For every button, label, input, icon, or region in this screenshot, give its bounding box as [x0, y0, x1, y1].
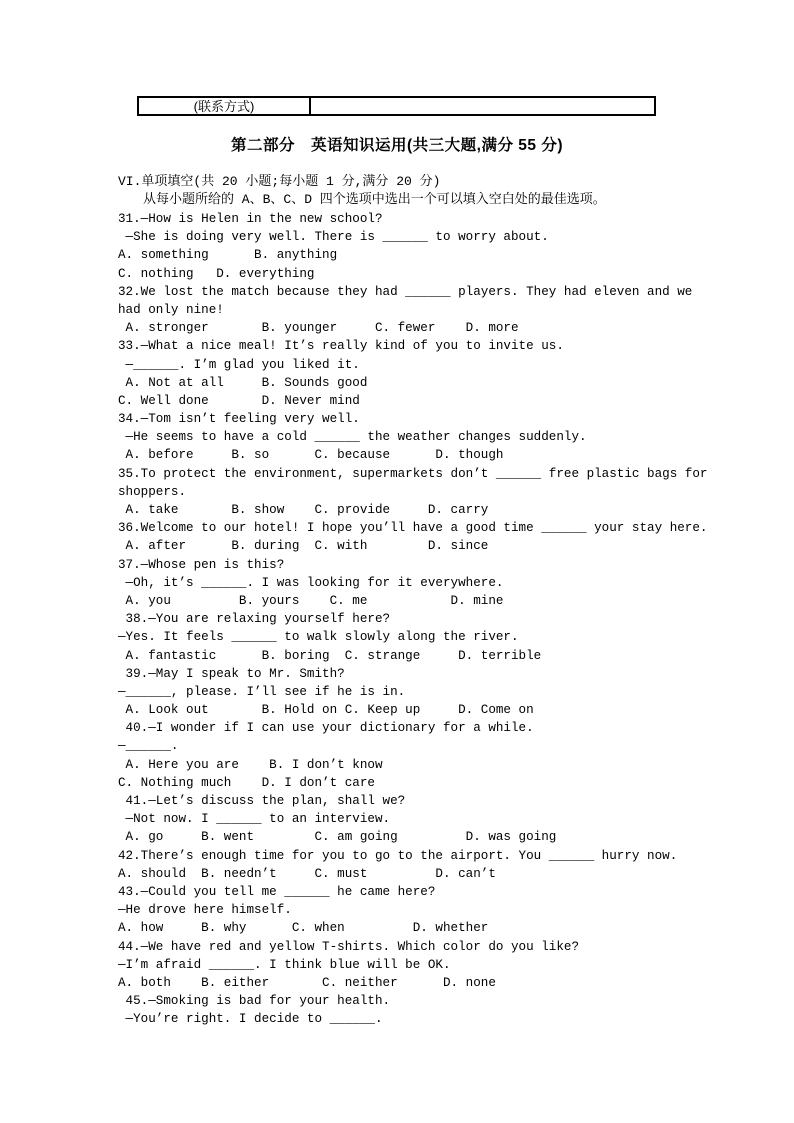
- exam-text-line: A. Not at all B. Sounds good: [118, 375, 368, 390]
- exam-text-line: A. after B. during C. with D. since: [118, 539, 489, 554]
- contact-info-table: [137, 96, 656, 116]
- exam-text-line: C. Well done D. Never mind: [118, 393, 360, 408]
- contact-label-cell: (联系方式): [139, 98, 311, 114]
- exam-text-line: 36.Welcome to our hotel! I hope you’ll have a good time ______ your stay here.: [118, 521, 708, 536]
- exam-text-line: A. go B. went C. am going D. was going: [118, 830, 557, 845]
- exam-text-line: —You’re right. I decide to ______.: [118, 1012, 383, 1027]
- part-vi-instruction: 从每小题所给的 A、B、C、D 四个选项中选出一个可以填入空白处的最佳选项。: [143, 192, 606, 207]
- exam-text-line: A. both B. either C. neither D. none: [118, 975, 496, 990]
- exam-text-line: —______, please. I’ll see if he is in.: [118, 684, 406, 699]
- exam-text-line: shoppers.: [118, 484, 187, 499]
- exam-text-line: —He drove here himself.: [118, 903, 292, 918]
- exam-text-line: A. Here you are B. I don’t know: [118, 757, 383, 772]
- exam-text-line: —Yes. It feels ______ to walk slowly along the river.: [118, 630, 519, 645]
- exam-text-line: 33.—What a nice meal! It’s really kind of you to invite us.: [118, 339, 564, 354]
- exam-text-line: —She is doing very well. There is ______ to worry about.: [118, 230, 549, 245]
- exam-text-line: 32.We lost the match because they had ______ players. They had eleven and we: [118, 284, 693, 299]
- exam-text-line: 41.—Let’s discuss the plan, shall we?: [118, 794, 406, 808]
- exam-text-line: 39.—May I speak to Mr. Smith?: [118, 666, 345, 681]
- exam-text-line: A. you B. yours C. me D. mine: [118, 593, 504, 608]
- exam-text-line: A. something B. anything: [118, 248, 338, 263]
- exam-text-line: —______. I’m glad you liked it.: [118, 357, 360, 372]
- exam-text-line: C. nothing D. everything: [118, 266, 315, 281]
- exam-text-line: 38.—You are relaxing yourself here?: [118, 612, 391, 627]
- exam-text-line: A. before B. so C. because D. though: [118, 448, 504, 463]
- exam-text-line: —Not now. I ______ to an interview.: [118, 812, 391, 827]
- exam-text-line: 31.—How is Helen in the new school?: [118, 212, 383, 226]
- exam-text-line: A. fantastic B. boring C. strange D. terrible: [118, 648, 542, 663]
- exam-text-line: —I’m afraid ______. I think blue will be OK.: [118, 957, 451, 972]
- section-title: 第二部分 英语知识运用(共三大题,满分 55 分): [231, 137, 563, 154]
- part-vi-heading: VI.单项填空(共 20 小题;每小题 1 分,满分 20 分): [118, 174, 441, 189]
- exam-text-line: A. how B. why C. when D. whether: [118, 921, 489, 936]
- exam-text-line: 44.—We have red and yellow T-shirts. Which color do you like?: [118, 939, 580, 954]
- exam-text-line: had only nine!: [118, 302, 224, 317]
- exam-text-line: —Oh, it’s ______. I was looking for it everywhere.: [118, 575, 504, 590]
- exam-text-line: 43.—Could you tell me ______ he came here?: [118, 884, 436, 899]
- exam-text-line: 42.There’s enough time for you to go to the airport. You ______ hurry now.: [118, 848, 678, 863]
- exam-text-line: 35.To protect the environment, supermarkets don’t ______ free plastic bags for: [118, 466, 708, 481]
- exam-text-line: —He seems to have a cold ______ the weather changes suddenly.: [118, 430, 587, 445]
- exam-text-line: 37.—Whose pen is this?: [118, 557, 285, 572]
- exam-text-line: A. take B. show C. provide D. carry: [118, 503, 489, 517]
- question-lines: [118, 210, 778, 1028]
- exam-text-line: 40.—I wonder if I can use your dictionary for a while.: [118, 721, 534, 736]
- exam-text-line: A. Look out B. Hold on C. Keep up D. Come on: [118, 703, 534, 718]
- exam-text-line: 45.—Smoking is bad for your health.: [118, 994, 391, 1009]
- exam-text-line: A. stronger B. younger C. fewer D. more: [118, 321, 519, 336]
- exam-text-line: 34.—Tom isn’t feeling very well.: [118, 412, 360, 427]
- exam-text-line: —______.: [118, 739, 179, 754]
- exam-text-line: C. Nothing much D. I don’t care: [118, 775, 375, 790]
- exam-text-line: A. should B. needn’t C. must D. can’t: [118, 866, 496, 881]
- contact-value-cell: [311, 98, 654, 114]
